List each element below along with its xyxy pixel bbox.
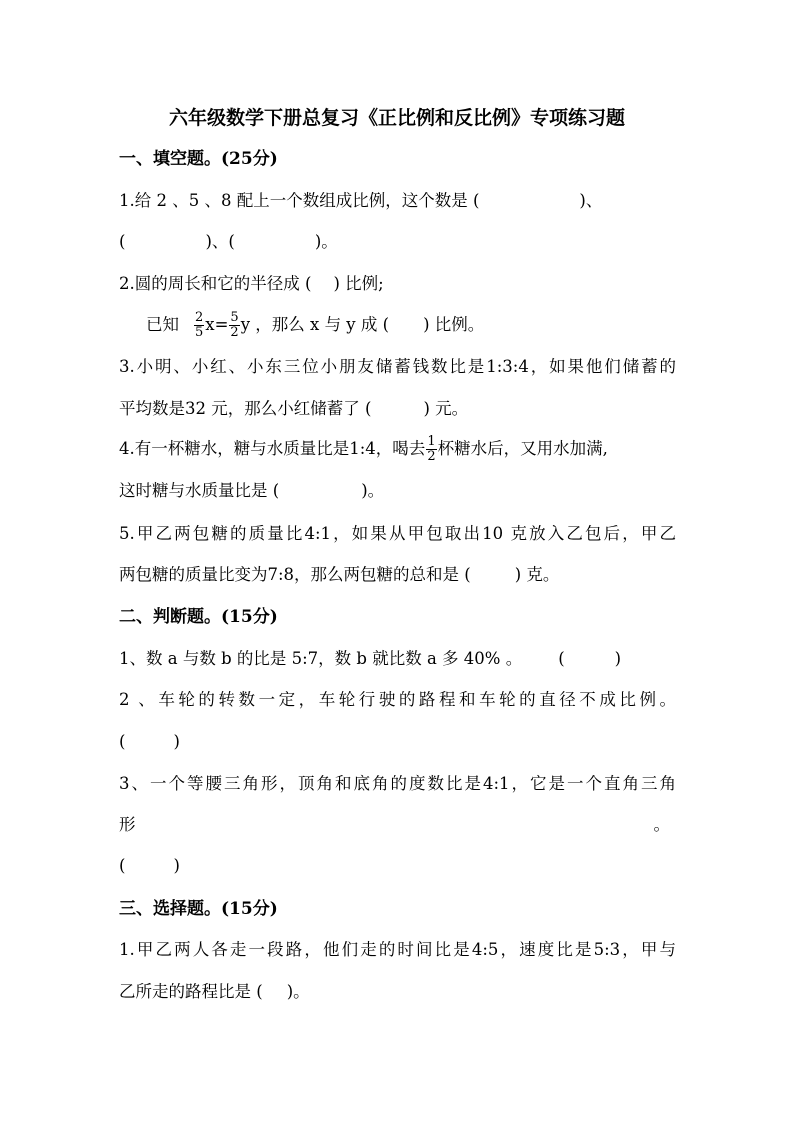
judge-q3-line3	[119, 854, 676, 878]
judge-q3-line2	[119, 813, 676, 837]
fill-q4-text-2: 杯糖水后，又用水加满,	[437, 439, 608, 458]
fill-q1-line2	[119, 230, 676, 254]
fill-q2-given: 已知	[146, 315, 179, 334]
fill-q4-end: )。	[361, 481, 385, 500]
judge-q2-line1: 2 、车轮的转数一定，车轮行驶的路程和车轮的直径不成比例。	[119, 690, 676, 709]
fill-q4-line1	[119, 431, 676, 467]
judge-q1-paren-open: (	[558, 649, 565, 668]
fill-q5-line1: 5.甲乙两包糖的质量比4:1，如果从甲包取出10 克放入乙包后，甲乙	[119, 524, 676, 543]
fill-q4-text: 4.有一杯糖水，糖与水质量比是1:4，喝去	[119, 439, 426, 458]
fill-q1-sep: )、	[579, 191, 603, 210]
fraction-denominator: 2	[427, 449, 436, 464]
fraction-numerator: 5	[230, 310, 239, 325]
section-judge-heading: 二、判断题。(15分)	[119, 607, 278, 627]
fill-q2-equation: x=	[205, 315, 229, 334]
judge-q1-paren-close: )	[614, 649, 622, 668]
fill-q1-sep-2: )、(	[205, 232, 235, 251]
judge-q3-paren-open: (	[119, 856, 126, 875]
fill-q4-line2	[119, 479, 676, 503]
fill-q1-end: )。	[314, 232, 338, 251]
fill-q1-text: 1.给 2 、5 、8 配上一个数组成比例，这个数是 (	[119, 191, 480, 210]
fill-q1-line1	[119, 189, 676, 213]
fill-q4-text-3: 这时糖与水质量比是 (	[119, 481, 280, 500]
fill-q2-text: 2.圆的周长和它的半径成 (	[119, 274, 312, 293]
fill-q2-end: ) 比例;	[333, 274, 384, 293]
fill-q3-text: 平均数是32 元，那么小红储蓄了 (	[119, 399, 372, 418]
fraction-denominator: 2	[230, 325, 239, 340]
fraction-numerator: 1	[427, 434, 436, 449]
judge-q1-text: 1、数 a 与数 b 的比是 5:7，数 b 就比数 a 多 40% 。	[119, 649, 523, 668]
choice-q1-line1: 1.甲乙两人各走一段路，他们走的时间比是4:5，速度比是5:3，甲与	[119, 940, 676, 959]
judge-q3-paren-close: )	[173, 856, 180, 875]
judge-q2-paren-close: )	[173, 732, 180, 751]
fill-q3-line1: 3.小明、小红、小东三位小朋友储蓄钱数比是1:3:4，如果他们储蓄的	[119, 357, 676, 376]
section-choice-heading: 三、选择题。(15分)	[119, 899, 278, 919]
fill-q1-paren-open: (	[119, 232, 126, 251]
fraction-two-fifths	[194, 311, 204, 340]
fraction-denominator: 5	[195, 325, 204, 340]
fill-q2-end-2: ) 比例。	[423, 315, 485, 334]
fraction-five-halves	[229, 311, 239, 340]
fill-q5-end: ) 克。	[514, 565, 560, 584]
fill-q5-text: 两包糖的质量比变为7:8，那么两包糖的总和是 (	[119, 565, 471, 584]
page-title: 六年级数学下册总复习《正比例和反比例》专项练习题	[168, 107, 625, 129]
fill-q2-line2	[146, 308, 676, 342]
fill-q3-line2	[119, 397, 676, 421]
fill-q2-line1	[119, 272, 676, 296]
judge-q1	[119, 647, 676, 671]
choice-q1-end: )。	[286, 982, 310, 1001]
judge-q3-line1: 3、一个等腰三角形，顶角和底角的度数比是4:1，它是一个直角三角	[119, 774, 676, 793]
fill-q5-line2	[119, 563, 676, 587]
section-fill-heading: 一、填空题。(25分)	[119, 149, 278, 169]
fraction-one-half	[426, 435, 436, 464]
judge-q2-paren-open: (	[119, 732, 126, 751]
fill-q3-end: ) 元。	[423, 399, 469, 418]
choice-q1-text: 乙所走的路程比是 (	[119, 982, 263, 1001]
judge-q2-line2	[119, 730, 676, 754]
choice-q1-line2	[119, 980, 676, 1004]
judge-q3-period: 。	[653, 815, 670, 834]
fraction-numerator: 2	[195, 310, 204, 325]
judge-q3-text: 形	[119, 815, 136, 834]
fill-q2-then: y ，那么 x 与 y 成 (	[240, 315, 390, 334]
